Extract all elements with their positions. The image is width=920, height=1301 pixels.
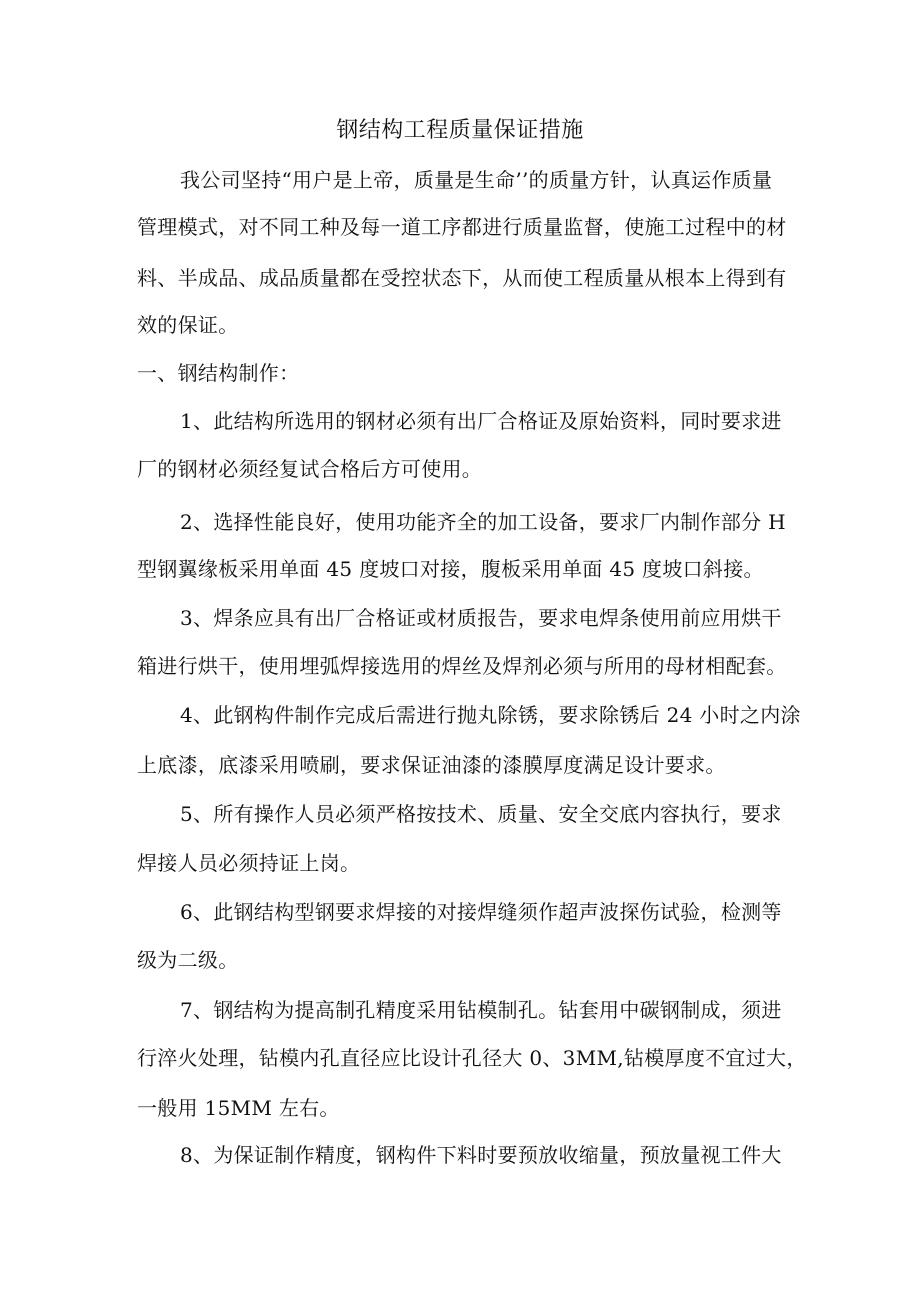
item-1-line-2: 厂的钢材必须经复试合格后方可使用。 <box>137 457 483 481</box>
item-3-line-1: 3、焊条应具有出厂合格证或材质报告，要求电焊条使用前应用烘干 <box>180 606 782 630</box>
intro-line-1: 我公司坚持“用户是上帝，质量是生命’’的质量方针，认真运作质量 <box>180 168 773 192</box>
item-8-line-1: 8、为保证制作精度，钢构件下料时要预放收缩量，预放量视工件大 <box>180 1143 782 1167</box>
item-4-line-2: 上底漆，底漆采用喷刷，要求保证油漆的漆膜厚度满足设计要求。 <box>137 753 726 777</box>
item-7-line-3: 一般用 15MM 左右。 <box>137 1096 340 1120</box>
item-7-line-1: 7、钢结构为提高制孔精度采用钻模制孔。钻套用中碳钢制成，须进 <box>180 998 782 1022</box>
item-3-line-2: 箱进行烘干，使用埋弧焊接选用的焊丝及焊剂必须与所用的母材相配套。 <box>137 654 787 678</box>
item-5-line-1: 5、所有操作人员必须严格按技术、质量、安全交底内容执行，要求 <box>180 802 782 826</box>
section-heading: 一、钢结构制作： <box>137 361 300 385</box>
item-2-line-1: 2、选择性能良好，使用功能齐全的加工设备，要求厂内制作部分 H <box>180 510 786 534</box>
intro-line-3: 料、半成品、成品质量都在受控状态下，从而使工程质量从根本上得到有 <box>137 266 787 290</box>
item-2-line-2: 型钢翼缘板采用单面 45 度坡口对接，腹板采用单面 45 度坡口斜接。 <box>137 557 764 581</box>
intro-line-2: 管理模式，对不同工种及每一道工序都进行质量监督，使施工过程中的材 <box>137 215 787 239</box>
item-5-line-2: 焊接人员必须持证上岗。 <box>137 851 361 875</box>
item-1-line-1: 1、此结构所选用的钢材必须有出厂合格证及原始资料，同时要求进 <box>180 409 782 433</box>
document-title: 钢结构工程质量保证措施 <box>336 118 584 143</box>
item-7-line-2: 行淬火处理，钻模内孔直径应比设计孔径大 0、3MM,钻模厚度不宜过大， <box>137 1046 807 1070</box>
item-6-line-1: 6、此钢结构型钢要求焊接的对接焊缝须作超声波探伤试验，检测等 <box>180 900 782 924</box>
item-4-line-1: 4、此钢构件制作完成后需进行抛丸除锈，要求除锈后 24 小时之内涂 <box>180 703 801 727</box>
item-6-line-2: 级为二级。 <box>137 948 239 972</box>
intro-line-4: 效的保证。 <box>137 313 239 337</box>
